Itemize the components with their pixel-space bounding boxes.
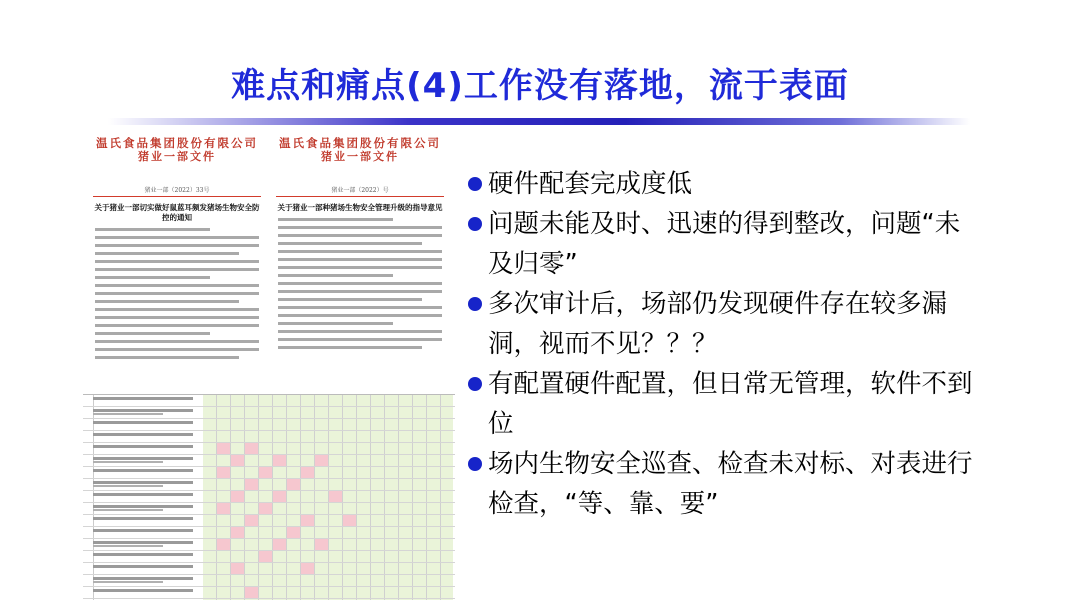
spreadsheet-row [83,491,455,503]
spreadsheet-row [83,563,455,575]
bullet-text: 多次审计后，场部仍发现硬件存在较多漏洞，视而不见？？？ [488,289,948,359]
document-1-org: 温氏食品集团股份有限公司 [96,136,258,150]
document-1-heading: 关于猪业一部切实做好鼠蓝耳频发猪场生物安全防控的通知 [94,203,260,222]
spreadsheet-row [83,503,455,515]
spreadsheet-row [83,479,455,491]
bullet-item [468,444,988,524]
spreadsheet-row [83,551,455,563]
document-2-red-line [276,196,444,197]
spreadsheet-row [83,515,455,527]
page-title: 难点和痛点(4)工作没有落地，流于表面 [231,66,849,106]
bullet-text: 硬件配套完成度低 [488,169,693,199]
spreadsheet-header-row [83,382,455,395]
bullet-dot-icon [468,457,482,471]
title-underline [108,118,970,125]
document-2-heading: 关于猪业一部种猪场生物安全管理升级的指导意见 [277,203,443,212]
bullet-dot-icon [468,297,482,311]
spreadsheet-row [83,539,455,551]
document-2 [270,130,450,380]
document-1 [87,130,267,380]
bullet-text: 问题未能及时、迅速的得到整改，问题“未及归零” [488,209,961,279]
spreadsheet-row [83,467,455,479]
spreadsheet-row [83,431,455,443]
bullet-list [468,164,988,524]
document-1-red-line [93,196,261,197]
document-images [83,130,455,600]
bullet-dot-icon [468,377,482,391]
bullet-dot-icon [468,177,482,191]
bullet-text: 场内生物安全巡查、检查未对标、对表进行检查，“等、靠、要” [488,449,973,519]
spreadsheet-row [83,587,455,599]
bullet-item [468,284,988,364]
document-2-dept: 猪业一部文件 [321,150,399,163]
spreadsheet-row [83,395,455,407]
bullet-item [468,364,988,444]
spreadsheet-row [83,407,455,419]
spreadsheet-row [83,527,455,539]
spreadsheet-row [83,455,455,467]
spreadsheet-row [83,443,455,455]
document-2-body-text [278,218,442,349]
document-1-number: 猪业一部（2022）33号 [144,187,210,194]
spreadsheet-row [83,419,455,431]
document-1-dept: 猪业一部文件 [138,150,216,163]
spreadsheet-row [83,575,455,587]
bullet-item [468,204,988,284]
document-2-org: 温氏食品集团股份有限公司 [279,136,441,150]
bullet-dot-icon [468,217,482,231]
document-1-body-text [95,228,259,359]
bullet-text: 有配置硬件配置，但日常无管理，软件不到位 [488,369,973,439]
checklist-spreadsheet-image [83,382,455,600]
bullet-item [468,164,988,204]
spreadsheet-row [83,599,455,600]
document-2-number: 猪业一部（2022）号 [331,187,389,194]
